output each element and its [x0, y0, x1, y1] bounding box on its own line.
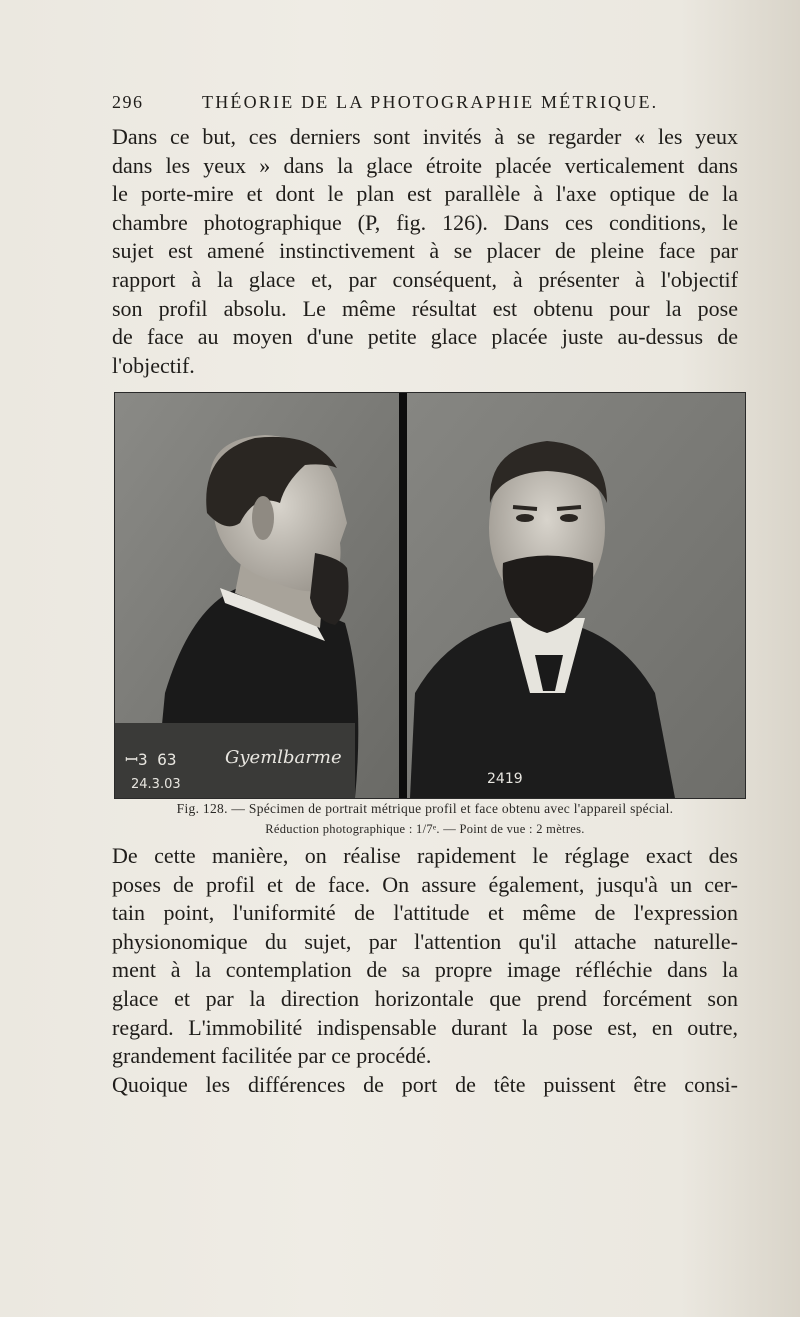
profile-portrait: [115, 393, 399, 798]
plate-date: 24.3.03: [131, 777, 181, 792]
paragraph-1: [112, 123, 738, 380]
text-line: ment à la contemplation de sa propre image réfléchie dans la: [112, 957, 738, 983]
running-title: THÉORIE DE LA PHOTOGRAPHIE MÉTRIQUE.: [202, 92, 659, 112]
portrait-figure: [114, 392, 746, 799]
figure-caption-detail: Réduction photographique : 1/7ᵉ. — Point de vue : 2 mètres.: [265, 822, 585, 836]
text-line: son profil absolu. Le même résultat est obtenu pour la pose: [112, 295, 738, 321]
text-line: dans les yeux » dans la glace étroite placée verticalement dans: [112, 152, 738, 178]
text-line: rapport à la glace et, par conséquent, à présenter à l'objectif: [112, 266, 738, 292]
text-line: regard. L'immobilité indispensable durant la pose est, en outre,: [112, 1014, 738, 1040]
text-line: grandement facilitée par ce procédé.: [112, 1043, 432, 1069]
plate-signature: Gyemlbarme: [225, 747, 342, 768]
text-line: Quoique les différences de port de tête puissent être consi-: [112, 1071, 738, 1097]
text-line: De cette manière, on réalise rapidement le réglage exact des: [112, 843, 738, 868]
running-header: [112, 92, 692, 118]
text-line: sujet est amené instinctivement à se placer de pleine face par: [112, 238, 738, 264]
panel-divider: [399, 393, 407, 798]
text-line: Dans ce but, ces derniers sont invités à se regarder « les yeux: [112, 124, 738, 149]
text-line: de face au moyen d'une petite glace placée juste au-dessus de: [112, 324, 738, 350]
paragraph-2: [112, 842, 738, 1099]
page-number: 296: [112, 92, 144, 112]
text-line: poses de profil et de face. On assure également, jusqu'à un cer-: [112, 871, 738, 897]
text-line: le porte-mire et dont le plan est parallèle à l'axe optique de la: [112, 181, 738, 207]
text-line: physionomique du sujet, par l'attention qu'il attache naturelle-: [112, 928, 738, 954]
text-line: chambre photographique (P, fig. 126). Dans ces conditions, le: [112, 209, 738, 235]
text-line: l'objectif.: [112, 352, 195, 378]
plate-number: ꟷ3 63: [125, 750, 177, 769]
text-line: glace et par la direction horizontale que prend forcément son: [112, 985, 738, 1011]
frontal-portrait: [407, 393, 745, 798]
portrait-photographs: [115, 393, 745, 798]
text-line: tain point, l'uniformité de l'attitude et même de l'expression: [112, 900, 738, 926]
plate-number-right: 2419: [487, 771, 523, 787]
figure-caption: Fig. 128. — Spécimen de portrait métrique profil et face obtenu avec l'appareil spécial.: [176, 801, 674, 816]
